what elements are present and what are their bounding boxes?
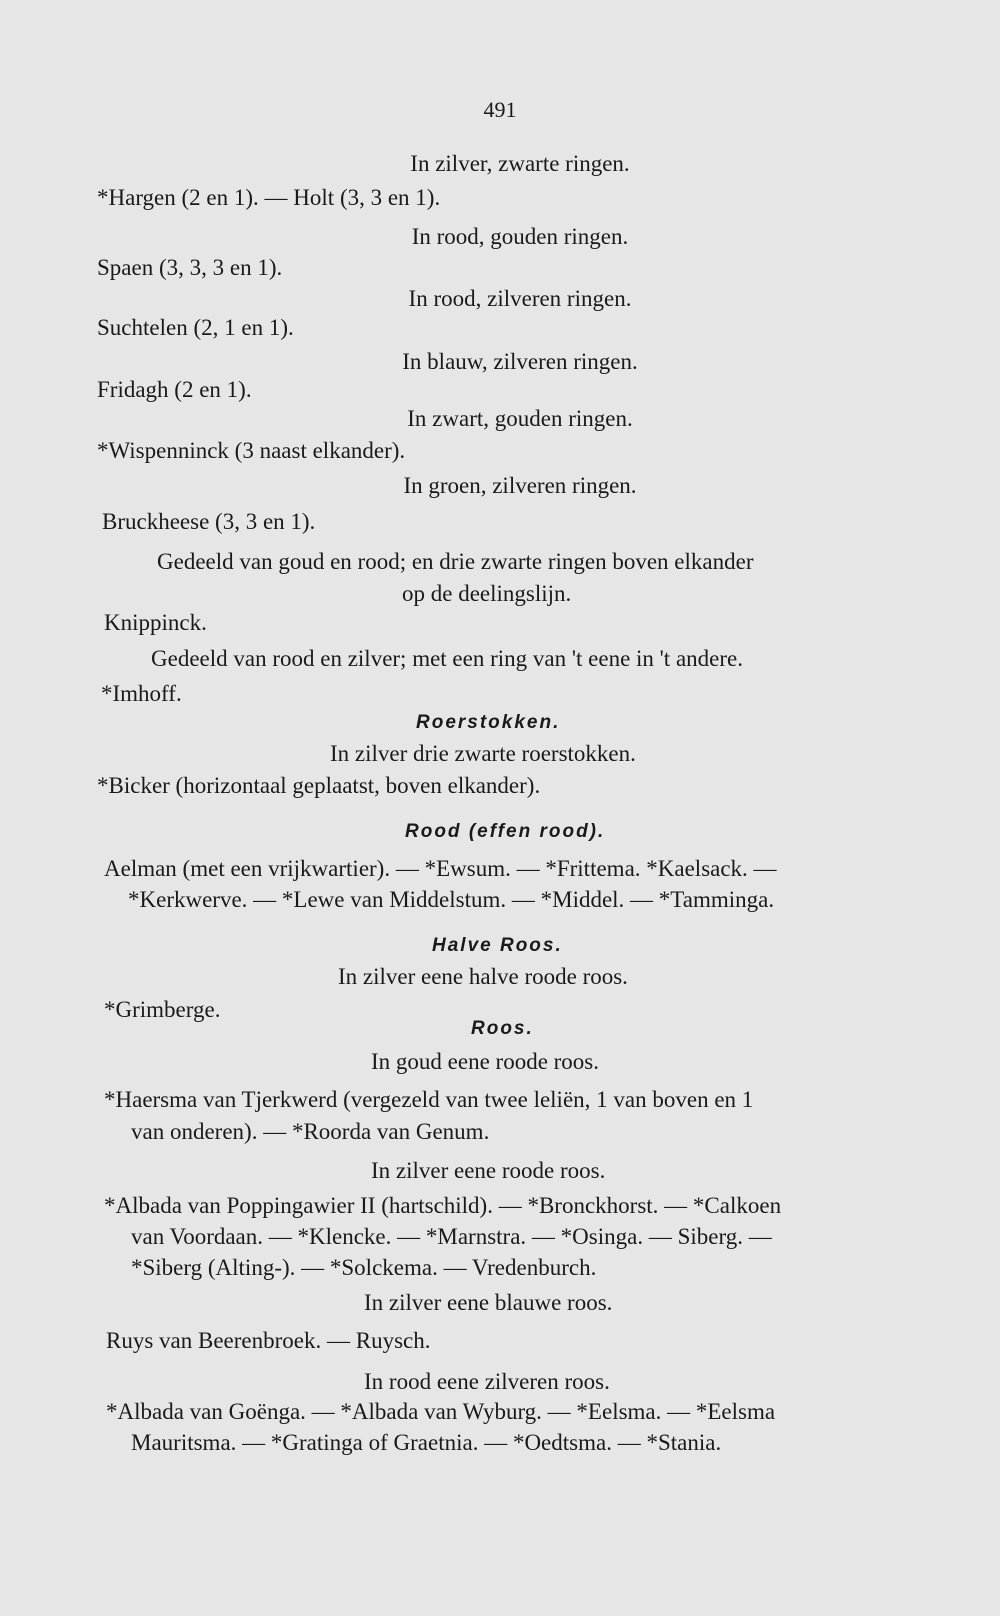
subheading-continuation: op de deelingslijn. <box>402 581 572 606</box>
entry-line: Spaen (3, 3, 3 en 1). <box>97 255 283 280</box>
subheading-zilver-zwarte: In zilver, zwarte ringen. <box>410 151 630 176</box>
section-heading-roerstokken: Roerstokken. <box>416 712 561 733</box>
entry-line: *Albada van Goënga. — *Albada van Wyburg. — *Eelsma. — *Eelsma <box>106 1399 776 1424</box>
subheading-zilver-roerstokken: In zilver drie zwarte roerstokken. <box>330 741 636 766</box>
subheading-gedeeld-goud-rood: Gedeeld van goud en rood; en drie zwarte ringen boven elkander <box>157 549 754 574</box>
subheading-rood-zilveren-roos: In rood eene zilveren roos. <box>364 1369 610 1394</box>
subheading-zwart-gouden: In zwart, gouden ringen. <box>407 406 633 431</box>
subheading-zilver-roode-roos: In zilver eene roode roos. <box>371 1158 606 1183</box>
page-number: 491 <box>483 97 517 122</box>
subheading-rood-gouden: In rood, gouden ringen. <box>411 224 629 249</box>
subheading-gedeeld-rood-zilver: Gedeeld van rood en zilver; met een ring van 't eene in 't andere. <box>151 646 743 671</box>
entry-line: van Voordaan. — *Klencke. — *Marnstra. — *Osinga. — Siberg. — <box>131 1224 772 1249</box>
subheading-blauw-zilveren: In blauw, zilveren ringen. <box>402 349 638 374</box>
entry-line: *Siberg (Alting-). — *Solckema. — Vredenburch. <box>131 1255 597 1280</box>
entry-line: Aelman (met een vrijkwartier). — *Ewsum. — *Frittema. *Kaelsack. — <box>104 856 777 881</box>
subheading-zilver-blauwe-roos: In zilver eene blauwe roos. <box>364 1290 613 1315</box>
section-heading-roos: Roos. <box>471 1018 534 1039</box>
section-heading-rood: Rood (effen rood). <box>405 821 606 842</box>
subheading-zilver-halve-roos: In zilver eene halve roode roos. <box>338 964 628 989</box>
entry-line: *Bicker (horizontaal geplaatst, boven elkander). <box>97 773 541 798</box>
entry-line: *Hargen (2 en 1). — Holt (3, 3 en 1). <box>97 185 441 210</box>
entry-line: Mauritsma. — *Gratinga of Graetnia. — *Oedtsma. — *Stania. <box>131 1430 722 1455</box>
entry-line: *Haersma van Tjerkwerd (vergezeld van twee leliën, 1 van boven en 1 <box>104 1087 754 1112</box>
entry-line: *Imhoff. <box>101 681 182 706</box>
entry-line: *Wispenninck (3 naast elkander). <box>97 438 406 463</box>
entry-line: Suchtelen (2, 1 en 1). <box>97 315 294 340</box>
section-heading-halve-roos: Halve Roos. <box>432 935 563 956</box>
entry-line: *Grimberge. <box>104 997 221 1022</box>
entry-line: *Kerkwerve. — *Lewe van Middelstum. — *Middel. — *Tamminga. <box>128 887 775 912</box>
entry-line: *Albada van Poppingawier II (hartschild). — *Bronckhorst. — *Calkoen <box>104 1193 782 1218</box>
entry-line: Ruys van Beerenbroek. — Ruysch. <box>106 1328 431 1353</box>
entry-line: Knippinck. <box>104 610 207 635</box>
subheading-groen-zilveren: In groen, zilveren ringen. <box>403 473 637 498</box>
entry-line: van onderen). — *Roorda van Genum. <box>131 1119 490 1144</box>
entry-line: Fridagh (2 en 1). <box>97 377 252 402</box>
entry-line: Bruckheese (3, 3 en 1). <box>102 509 316 534</box>
subheading-goud-roode-roos: In goud eene roode roos. <box>371 1049 600 1074</box>
subheading-rood-zilveren: In rood, zilveren ringen. <box>408 286 632 311</box>
